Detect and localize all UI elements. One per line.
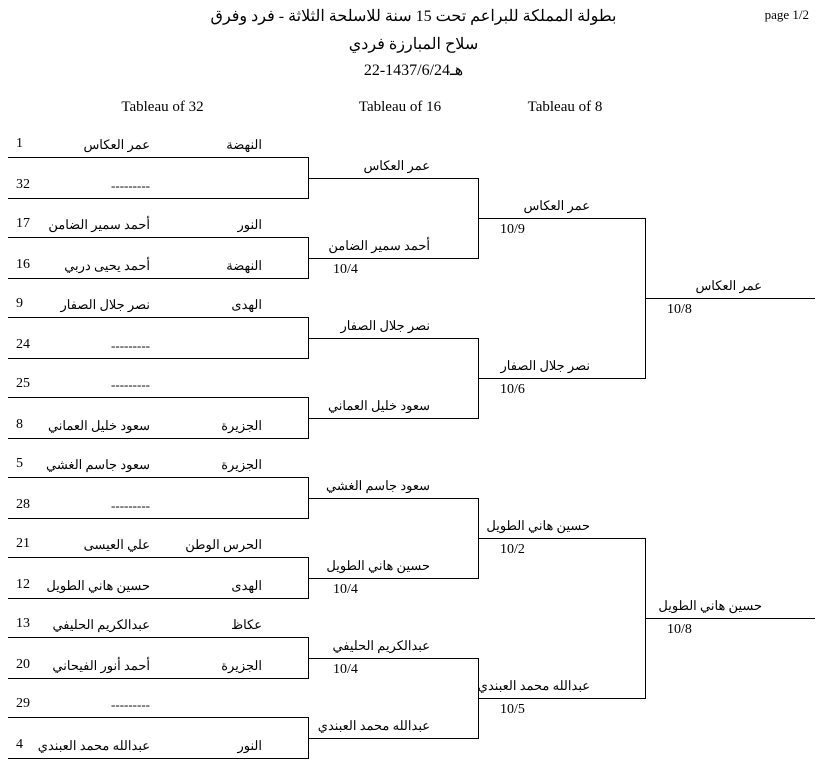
t4-score: 10/8 (667, 622, 692, 637)
t32-entry-line (8, 717, 308, 718)
t16-fencer-name: عمر العكاس (363, 158, 430, 173)
t4-entry-line (645, 298, 815, 299)
t32-entry-line (8, 598, 308, 599)
t16-entry-line (308, 738, 478, 739)
t32-entry-line (8, 237, 308, 238)
t32-entry-line (8, 358, 308, 359)
t8-fencer-name: عبدالله محمد العبندي (477, 678, 590, 693)
t32-fencer-name: --------- (111, 377, 150, 392)
t32-fencer-club: النور (237, 217, 262, 232)
t16-entry-line (308, 498, 478, 499)
t8-score: 10/2 (500, 542, 525, 557)
t32-fencer-name: عمر العكاس (83, 137, 150, 152)
page-indicator: page 1/2 (764, 7, 809, 22)
event-title: بطولة المملكة للبراعم تحت 15 سنة للاسلحة الثلاثة - فرد وفرق (210, 8, 617, 25)
t8-score: 10/6 (500, 382, 525, 397)
t16-entry-line (308, 178, 478, 179)
t32-fencer-club: النهضة (226, 137, 262, 152)
t8-entry-line (478, 698, 645, 699)
t32-seed: 20 (16, 657, 30, 672)
event-date: 22-1437/6/24هـ (363, 62, 464, 79)
t32-entry-line (8, 637, 308, 638)
t32-entry-line (8, 758, 308, 759)
t8-entry-line (478, 538, 645, 539)
t32-fencer-club: النهضة (226, 258, 262, 273)
t4-fencer-name: عمر العكاس (695, 278, 762, 293)
t32-fencer-name: --------- (111, 697, 150, 712)
t32-fencer-club: الجزيرة (221, 658, 262, 673)
t32-seed: 12 (16, 577, 30, 592)
t32-entry-line (8, 518, 308, 519)
t16-fencer-name: حسين هاني الطويل (326, 558, 430, 573)
t16-fencer-name: سعود جاسم الغشي (326, 478, 430, 493)
t8-score: 10/9 (500, 222, 525, 237)
t32-fencer-name: أحمد أنور الفيحاني (52, 658, 150, 673)
column-header-t32: Tableau of 32 (121, 99, 204, 115)
t32-seed: 1 (16, 136, 23, 151)
t4-score: 10/8 (667, 302, 692, 317)
t32-fencer-name: سعود خليل العماني (47, 418, 150, 433)
t32-seed: 5 (16, 456, 23, 471)
t32-seed: 16 (16, 257, 30, 272)
t16-score: 10/4 (333, 262, 358, 277)
t32-seed: 13 (16, 616, 30, 631)
t32-entry-line (8, 157, 308, 158)
t32-entry-line (8, 317, 308, 318)
t32-fencer-club: الجزيرة (221, 418, 262, 433)
t32-fencer-club: النور (237, 738, 262, 753)
t32-fencer-name: --------- (111, 338, 150, 353)
t32-seed: 17 (16, 216, 30, 231)
t32-fencer-name: --------- (111, 498, 150, 513)
t32-fencer-name: سعود جاسم الغشي (46, 457, 150, 472)
t32-fencer-club: الجزيرة (221, 457, 262, 472)
t32-fencer-name: علي العيسى (83, 537, 150, 552)
t16-entry-line (308, 418, 478, 419)
t16-entry-line (308, 578, 478, 579)
t32-entry-line (8, 438, 308, 439)
t32-entry-line (8, 397, 308, 398)
t16-fencer-name: أحمد سمير الضامن (328, 238, 430, 253)
t32-fencer-name: أحمد سمير الضامن (48, 217, 150, 232)
t32-entry-line (8, 678, 308, 679)
t16-fencer-name: عبدالكريم الحليفي (332, 638, 430, 653)
t8-fencer-name: حسين هاني الطويل (486, 518, 590, 533)
t32-entry-line (8, 557, 308, 558)
t32-fencer-club: عكاظ (231, 617, 262, 632)
t32-fencer-name: نصر جلال الصفار (60, 297, 150, 312)
t8-entry-line (478, 378, 645, 379)
t16-fencer-name: نصر جلال الصفار (340, 318, 430, 333)
t32-seed: 4 (16, 737, 23, 752)
t32-fencer-name: أحمد يحيى دربي (64, 258, 150, 273)
t32-seed: 8 (16, 417, 23, 432)
t32-seed: 29 (16, 696, 30, 711)
t32-seed: 9 (16, 296, 23, 311)
t16-fencer-name: عبدالله محمد العبندي (317, 718, 430, 733)
t32-fencer-name: --------- (111, 178, 150, 193)
t32-fencer-name: حسين هاني الطويل (46, 578, 150, 593)
t8-fencer-name: نصر جلال الصفار (500, 358, 590, 373)
column-header-t16: Tableau of 16 (358, 99, 442, 115)
t16-score: 10/4 (333, 662, 358, 677)
t8-fencer-name: عمر العكاس (523, 198, 590, 213)
column-header-t8: Tableau of 8 (527, 99, 603, 115)
t32-seed: 25 (16, 376, 30, 391)
t16-entry-line (308, 258, 478, 259)
t32-fencer-club: الحرس الوطن (185, 537, 262, 552)
t32-seed: 28 (16, 497, 30, 512)
t16-score: 10/4 (333, 582, 358, 597)
t32-seed: 21 (16, 536, 30, 551)
t4-fencer-name: حسين هاني الطويل (658, 598, 762, 613)
t16-entry-line (308, 658, 478, 659)
t32-seed: 24 (16, 337, 30, 352)
t32-fencer-club: الهدى (231, 297, 262, 312)
t32-fencer-club: الهدى (231, 578, 262, 593)
t16-entry-line (308, 338, 478, 339)
t32-fencer-name: عبدالكريم الحليفي (52, 617, 150, 632)
t32-seed: 32 (16, 177, 30, 192)
t32-entry-line (8, 477, 308, 478)
weapon-subtitle: سلاح المبارزة فردي (348, 36, 479, 53)
t32-entry-line (8, 198, 308, 199)
t8-score: 10/5 (500, 702, 525, 717)
t16-fencer-name: سعود خليل العماني (327, 398, 430, 413)
t32-entry-line (8, 278, 308, 279)
t4-entry-line (645, 618, 815, 619)
t8-entry-line (478, 218, 645, 219)
t32-fencer-name: عبدالله محمد العبندي (37, 738, 150, 753)
